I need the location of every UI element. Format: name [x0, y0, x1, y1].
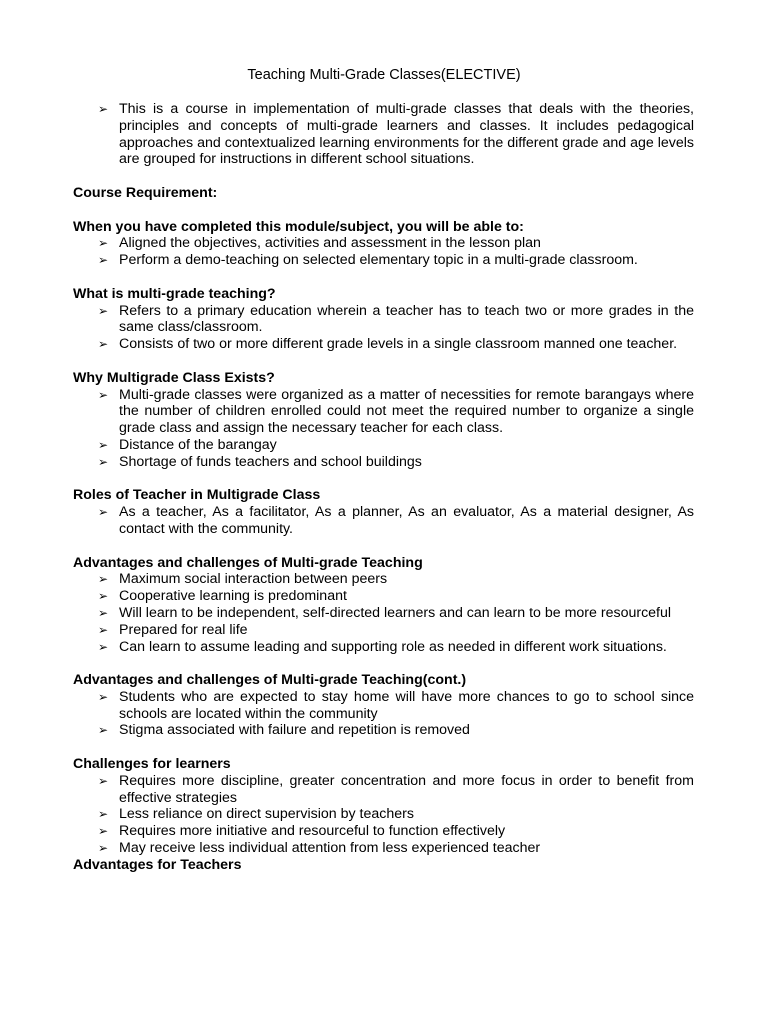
arrow-bullet-icon: ➢ [98, 387, 109, 402]
bullet-list [73, 387, 694, 471]
list-item [73, 303, 694, 337]
list-item-text: Consists of two or more different grade levels in a single classroom manned one teacher. [119, 336, 678, 353]
arrow-bullet-icon: ➢ [98, 841, 109, 856]
list-item-text: Maximum social interaction between peers [119, 571, 388, 588]
section [73, 101, 694, 168]
list-item-text: Will learn to be independent, self-directed learners and can learn to be more resourceful [119, 604, 672, 621]
section-heading: Roles of Teacher in Multigrade Class [73, 487, 321, 504]
list-item-text: Distance of the barangay [119, 436, 277, 453]
section-heading: Challenges for learners [73, 756, 231, 773]
section [73, 857, 694, 874]
section-heading: What is multi-grade teaching? [73, 285, 276, 302]
arrow-bullet-icon: ➢ [98, 639, 109, 654]
list-item [73, 235, 694, 252]
bullet-list [73, 689, 694, 739]
arrow-bullet-icon: ➢ [98, 824, 109, 839]
section [73, 756, 694, 857]
list-item [73, 639, 694, 656]
arrow-bullet-icon: ➢ [98, 505, 109, 520]
bullet-list [73, 773, 694, 857]
list-item [73, 387, 694, 437]
list-item [73, 823, 694, 840]
list-item-text: Aligned the objectives, activities and assessment in the lesson plan [119, 235, 541, 252]
section [73, 672, 694, 739]
section-heading: Advantages and challenges of Multi-grade Teaching [73, 554, 423, 571]
list-item [73, 571, 694, 588]
list-item [73, 773, 694, 807]
section [73, 487, 694, 537]
list-item-text: Cooperative learning is predominant [119, 588, 347, 605]
list-item [73, 840, 694, 857]
list-item-text: As a teacher, As a facilitator, As a planner, As an evaluator, As a material designer, As contact with the community. [119, 504, 694, 537]
list-item-text: Multi-grade classes were organized as a matter of necessities for remote barangays where the number of children enrolled could not meet the required number to organize a single grade class and assign the necessary teacher for each class. [119, 386, 694, 437]
section [73, 555, 694, 656]
list-item-text: May receive less individual attention from less experienced teacher [119, 840, 541, 857]
list-item [73, 101, 694, 168]
arrow-bullet-icon: ➢ [98, 807, 109, 822]
list-item [73, 336, 694, 353]
list-item-text: Stigma associated with failure and repetition is removed [119, 722, 470, 739]
arrow-bullet-icon: ➢ [98, 454, 109, 469]
list-item [73, 437, 694, 454]
bullet-list [73, 101, 694, 168]
list-item [73, 605, 694, 622]
list-item [73, 504, 694, 538]
document-title: Teaching Multi-Grade Classes(ELECTIVE) [247, 67, 521, 83]
arrow-bullet-icon: ➢ [98, 102, 109, 116]
arrow-bullet-icon: ➢ [98, 253, 109, 268]
bullet-list [73, 504, 694, 538]
bullet-list [73, 303, 694, 353]
arrow-bullet-icon: ➢ [98, 723, 109, 738]
arrow-bullet-icon: ➢ [98, 303, 109, 318]
arrow-bullet-icon: ➢ [98, 773, 109, 788]
section [73, 370, 694, 471]
section-heading: When you have completed this module/subject, you will be able to: [73, 218, 524, 235]
section [73, 185, 694, 202]
arrow-bullet-icon: ➢ [98, 236, 109, 251]
section-heading: Advantages for Teachers [73, 856, 242, 873]
bullet-list [73, 235, 694, 269]
section-heading: Advantages and challenges of Multi-grade Teaching(cont.) [73, 672, 467, 689]
list-item-text: Prepared for real life [119, 621, 248, 638]
section [73, 286, 694, 353]
list-item [73, 622, 694, 639]
list-item-text: Requires more discipline, greater concentration and more focus in order to benefit from effective strategies [119, 772, 694, 806]
list-item-text: Students who are expected to stay home will have more chances to go to school since schools are located within the community [119, 688, 694, 722]
arrow-bullet-icon: ➢ [98, 605, 109, 620]
list-item [73, 588, 694, 605]
section [73, 219, 694, 269]
list-item-text: Requires more initiative and resourceful to function effectively [119, 823, 506, 840]
list-item [73, 806, 694, 823]
arrow-bullet-icon: ➢ [98, 437, 109, 452]
arrow-bullet-icon: ➢ [98, 689, 109, 704]
document-body [73, 101, 694, 890]
arrow-bullet-icon: ➢ [98, 622, 109, 637]
list-item [73, 722, 694, 739]
arrow-bullet-icon: ➢ [98, 572, 109, 587]
list-item [73, 252, 694, 269]
list-item-text: This is a course in implementation of multi-grade classes that deals with the theories, principles and concepts of multi-grade learners and classes. It includes pedagogical approaches and contextualized learning environments for the different grade and age levels are grouped for instructions in different school situations. [119, 101, 694, 168]
bullet-list [73, 571, 694, 655]
arrow-bullet-icon: ➢ [98, 337, 109, 352]
list-item [73, 454, 694, 471]
section-heading: Why Multigrade Class Exists? [73, 369, 275, 386]
section-heading: Course Requirement: [73, 184, 218, 201]
list-item-text: Shortage of funds teachers and school buildings [119, 453, 422, 470]
list-item-text: Can learn to assume leading and supporting role as needed in different work situations. [119, 638, 667, 655]
list-item-text: Less reliance on direct supervision by teachers [119, 806, 414, 823]
arrow-bullet-icon: ➢ [98, 589, 109, 604]
list-item-text: Perform a demo-teaching on selected elementary topic in a multi-grade classroom. [119, 252, 638, 269]
list-item-text: Refers to a primary education wherein a teacher has to teach two or more grades in the same class/classroom. [119, 302, 694, 336]
list-item [73, 689, 694, 723]
